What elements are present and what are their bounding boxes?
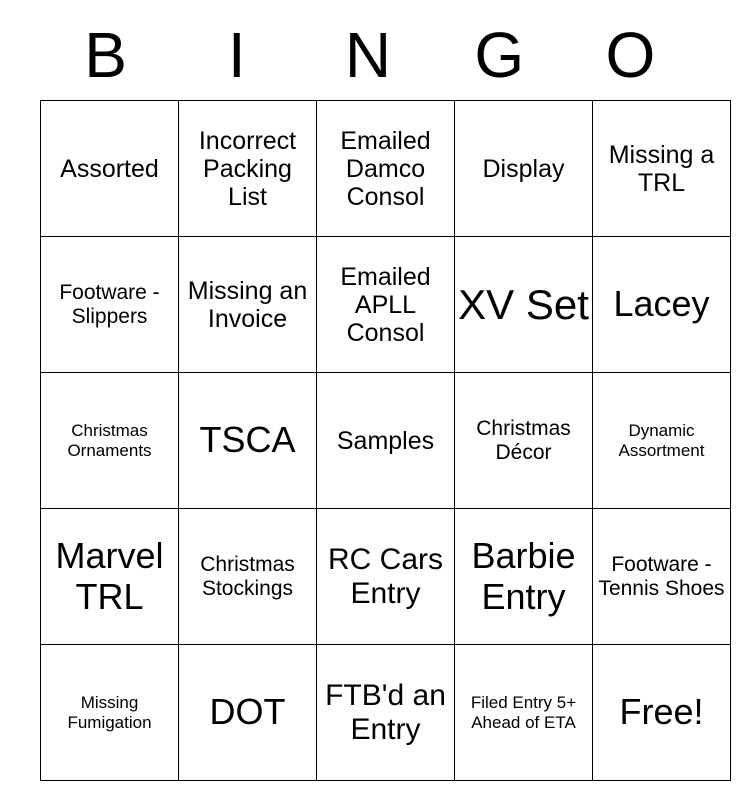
bingo-cell[interactable]: Christmas Décor <box>455 373 593 509</box>
bingo-cell[interactable]: Dynamic Assortment <box>593 373 731 509</box>
bingo-cell[interactable]: Missing a TRL <box>593 101 731 237</box>
bingo-cell[interactable]: Samples <box>317 373 455 509</box>
bingo-cell[interactable]: RC Cars Entry <box>317 509 455 645</box>
bingo-cell[interactable]: Emailed APLL Consol <box>317 237 455 373</box>
bingo-cell[interactable]: DOT <box>179 645 317 781</box>
bingo-cell[interactable]: Lacey <box>593 237 731 373</box>
header-letter-o: O <box>605 19 656 91</box>
bingo-cell[interactable]: XV Set <box>455 237 593 373</box>
bingo-cell[interactable]: Filed Entry 5+ Ahead of ETA <box>455 645 593 781</box>
bingo-cell[interactable]: Barbie Entry <box>455 509 593 645</box>
bingo-cell[interactable]: Missing Fumigation <box>41 645 179 781</box>
bingo-cell[interactable]: Missing an Invoice <box>179 237 317 373</box>
bingo-cell[interactable]: Assorted <box>41 101 179 237</box>
header-letter-i: I <box>227 19 246 91</box>
bingo-cell[interactable]: Footware - Slippers <box>41 237 179 373</box>
bingo-cell[interactable]: FTB'd an Entry <box>317 645 455 781</box>
bingo-cell[interactable]: Christmas Ornaments <box>41 373 179 509</box>
bingo-cell[interactable]: Footware - Tennis Shoes <box>593 509 731 645</box>
bingo-row <box>41 101 731 237</box>
bingo-row <box>41 373 731 509</box>
bingo-cell[interactable]: Incorrect Packing List <box>179 101 317 237</box>
bingo-row <box>41 645 731 781</box>
bingo-cell[interactable]: Marvel TRL <box>41 509 179 645</box>
header-letter-g: G <box>474 19 525 91</box>
bingo-cell[interactable]: Emailed Damco Consol <box>317 101 455 237</box>
header-letter-b: B <box>84 19 127 91</box>
bingo-cell[interactable]: TSCA <box>179 373 317 509</box>
header-letter-n: N <box>344 19 392 91</box>
bingo-cell-free[interactable]: Free! <box>593 645 731 781</box>
bingo-row <box>41 509 731 645</box>
bingo-header <box>40 10 696 100</box>
bingo-row <box>41 237 731 373</box>
bingo-grid <box>40 100 731 781</box>
bingo-cell[interactable]: Christmas Stockings <box>179 509 317 645</box>
bingo-cell[interactable]: Display <box>455 101 593 237</box>
